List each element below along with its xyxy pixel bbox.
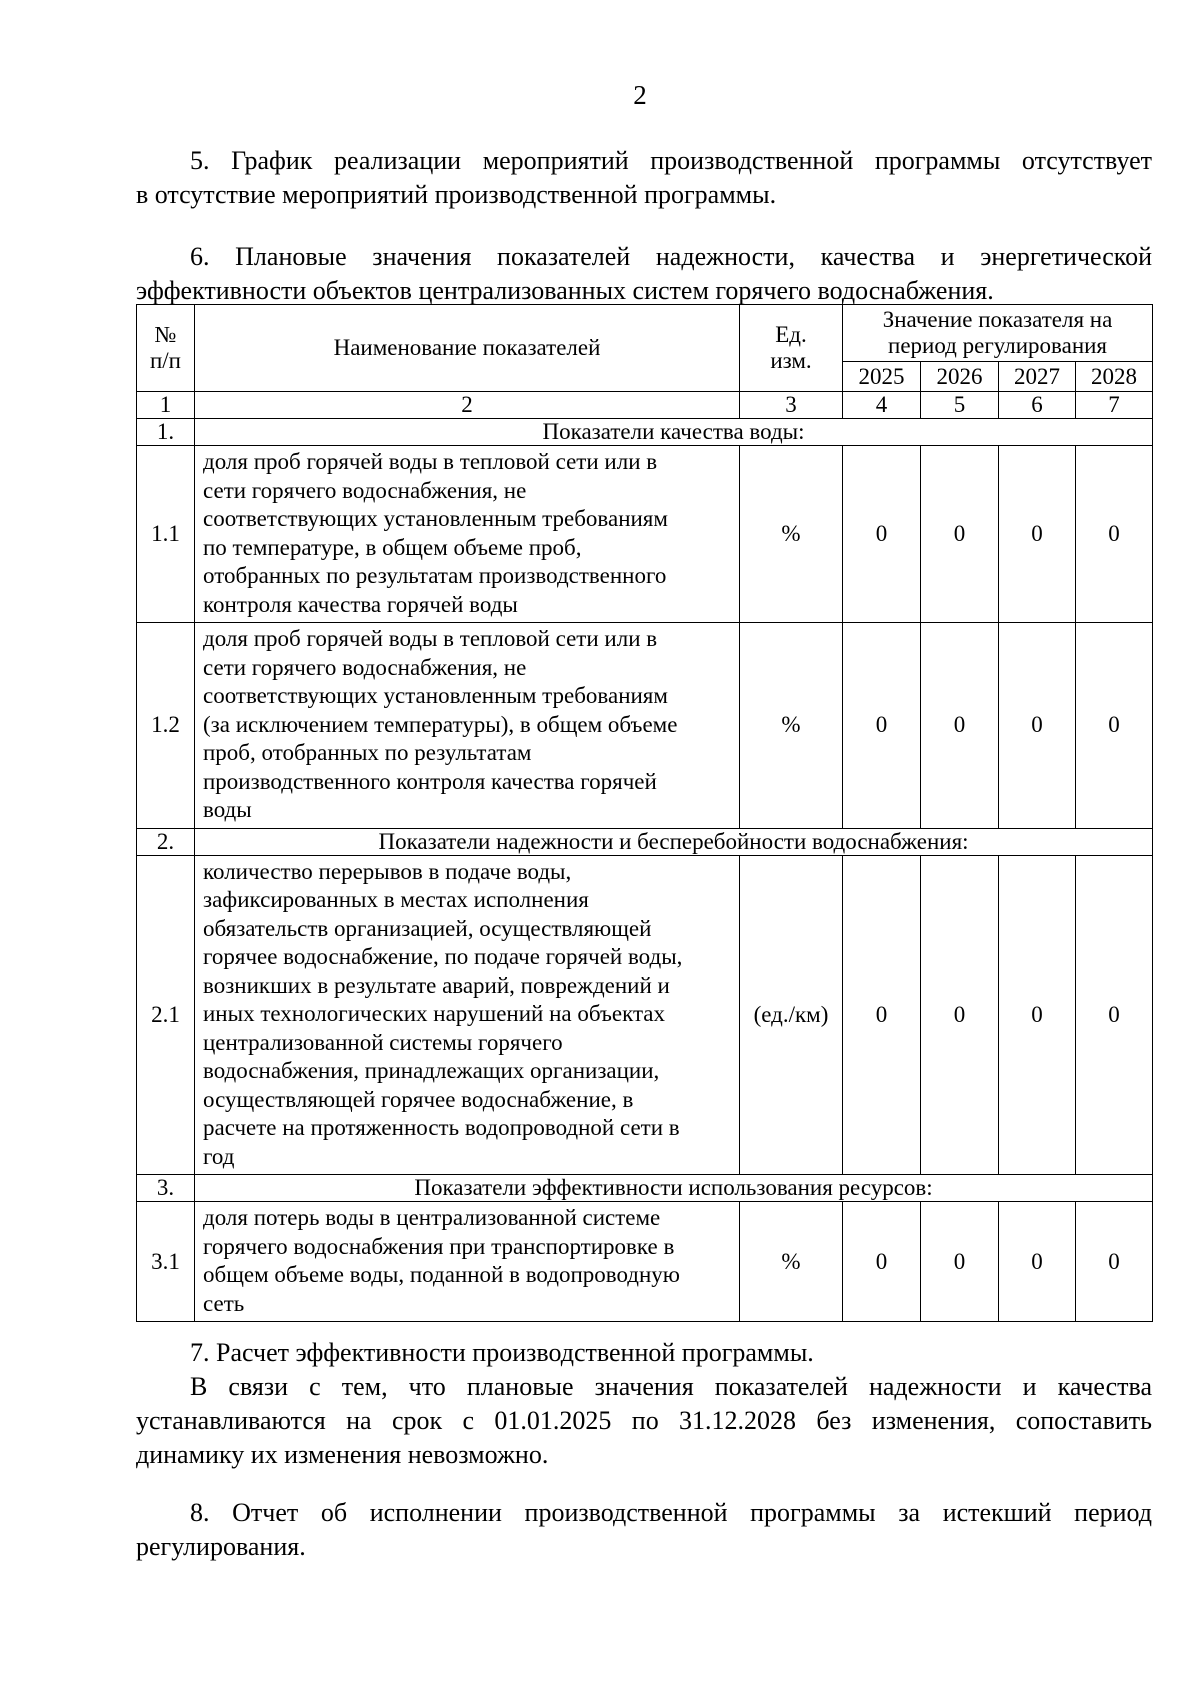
- indicator-name-line: централизованной системы горячего: [203, 1029, 563, 1055]
- indicator-unit: %: [740, 446, 843, 623]
- indicator-name-line: (за исключением температуры), в общем объеме: [203, 711, 678, 737]
- indicator-name-line: год: [203, 1143, 235, 1169]
- indicators-table: [136, 304, 1153, 1322]
- page-number: 2: [633, 80, 647, 110]
- indicator-name-line: сеть: [203, 1290, 245, 1316]
- indicator-name-line: иных технологических нарушений на объектах: [203, 1001, 666, 1026]
- section-8-paragraph: [136, 1496, 1152, 1564]
- indicator-value: 0: [921, 855, 999, 1175]
- section-5-paragraph: [136, 144, 1152, 212]
- column-number: 7: [1076, 392, 1153, 419]
- header-num-line2: п/п: [149, 348, 181, 373]
- section-number: 3.: [137, 1175, 195, 1202]
- section-title: Показатели качества воды:: [195, 419, 1153, 446]
- section-5-line-1: 5. График реализации мероприятий производственной программы отсутствует: [190, 146, 1152, 175]
- indicator-name-line: расчете на протяженность водопроводной сети в: [203, 1115, 680, 1140]
- indicator-value: 0: [999, 446, 1076, 623]
- indicator-name-line: сети горячего водоснабжения, не: [203, 477, 527, 503]
- section-7-line-3: динамику их изменения невозможно.: [136, 1440, 549, 1469]
- indicator-number: 1.2: [137, 623, 195, 829]
- indicator-name-line: сети горячего водоснабжения, не: [203, 654, 527, 680]
- section-title: Показатели эффективности использования ресурсов:: [195, 1175, 1153, 1202]
- section-6-line-1: 6. Плановые значения показателей надежности, качества и энергетической: [190, 242, 1152, 271]
- header-num-line1: №: [154, 322, 177, 347]
- header-year: 2026: [921, 362, 999, 392]
- indicator-name-line: горячее водоснабжение, по подаче горячей воды,: [203, 944, 683, 969]
- section-7-title: 7. Расчет эффективности производственной программы.: [190, 1338, 814, 1367]
- column-number: 5: [921, 392, 999, 419]
- section-8-line-2: регулирования.: [136, 1532, 306, 1561]
- indicator-name: [195, 623, 740, 829]
- header-row: [137, 305, 1153, 362]
- section-number: 1.: [137, 419, 195, 446]
- header-period-line2: период регулирования: [888, 333, 1108, 358]
- header-name-cell: Наименование показателей: [195, 305, 740, 392]
- indicator-unit: (ед./км): [740, 855, 843, 1175]
- indicator-value: 0: [1076, 623, 1153, 829]
- indicator-name-line: возникших в результате аварий, повреждений и: [203, 972, 670, 998]
- section-row: [137, 828, 1153, 855]
- indicator-row: [137, 623, 1153, 829]
- indicator-value: 0: [921, 623, 999, 829]
- indicator-name-line: по температуре, в общем объеме проб,: [203, 534, 582, 560]
- column-number: 1: [137, 392, 195, 419]
- column-number: 2: [195, 392, 740, 419]
- indicator-name-line: соответствующих установленным требованиям: [203, 506, 668, 531]
- indicator-name-line: обязательств организацией, осуществляющей: [203, 915, 652, 941]
- indicator-name-line: осуществляющей горячее водоснабжение, в: [203, 1086, 634, 1112]
- indicator-name-line: доля проб горячей воды в тепловой сети или в: [203, 626, 658, 651]
- indicator-name-line: доля потерь воды в централизованной системе: [203, 1205, 661, 1230]
- section-5-line-2: в отсутствие мероприятий производственной программы.: [136, 180, 777, 209]
- indicator-name: [195, 1202, 740, 1322]
- indicator-value: 0: [921, 1202, 999, 1322]
- indicator-number: 3.1: [137, 1202, 195, 1322]
- indicator-name-line: отобранных по результатам производственного: [203, 563, 667, 588]
- header-period-cell: [843, 305, 1153, 362]
- indicator-name-line: горячего водоснабжения при транспортировке в: [203, 1233, 675, 1259]
- header-num-cell: [137, 305, 195, 392]
- indicator-name-line: зафиксированных в местах исполнения: [203, 887, 589, 912]
- indicator-value: 0: [999, 1202, 1076, 1322]
- indicator-number: 2.1: [137, 855, 195, 1175]
- section-number: 2.: [137, 828, 195, 855]
- indicator-name-line: воды: [203, 797, 252, 822]
- indicator-unit: %: [740, 1202, 843, 1322]
- indicator-name: [195, 446, 740, 623]
- section-7-line-2: устанавливаются на срок с 01.01.2025 по 31.12.2028 без изменения, сопоставить: [136, 1406, 1152, 1435]
- column-number: 3: [740, 392, 843, 419]
- indicator-value: 0: [1076, 446, 1153, 623]
- section-row: [137, 1175, 1153, 1202]
- indicator-row: [137, 855, 1153, 1175]
- indicator-value: 0: [843, 1202, 921, 1322]
- indicator-value: 0: [843, 446, 921, 623]
- indicator-value: 0: [1076, 855, 1153, 1175]
- header-year: 2027: [999, 362, 1076, 392]
- indicator-name-line: проб, отобранных по результатам: [203, 740, 532, 765]
- header-unit-cell: [740, 305, 843, 392]
- section-6-paragraph: [136, 240, 1152, 308]
- section-8-line-1: 8. Отчет об исполнении производственной программы за истекший период: [190, 1498, 1152, 1527]
- indicator-number: 1.1: [137, 446, 195, 623]
- column-numbers-row: [137, 392, 1153, 419]
- section-6-line-2: эффективности объектов централизованных систем горячего водоснабжения.: [136, 276, 994, 305]
- indicator-name-line: доля проб горячей воды в тепловой сети или в: [203, 449, 658, 474]
- indicator-value: 0: [999, 623, 1076, 829]
- indicator-value: 0: [843, 623, 921, 829]
- section-7-line-1: В связи с тем, что плановые значения показателей надежности и качества: [190, 1372, 1152, 1401]
- header-year: 2025: [843, 362, 921, 392]
- section-row: [137, 419, 1153, 446]
- indicator-row: [137, 1202, 1153, 1322]
- header-period-line1: Значение показателя на: [882, 307, 1113, 332]
- indicator-value: 0: [999, 855, 1076, 1175]
- column-number: 4: [843, 392, 921, 419]
- indicator-value: 0: [843, 855, 921, 1175]
- indicator-name-line: общем объеме воды, поданной в водопроводную: [203, 1262, 680, 1287]
- header-unit-line2: изм.: [770, 348, 812, 373]
- indicator-unit: %: [740, 623, 843, 829]
- indicator-value: 0: [1076, 1202, 1153, 1322]
- section-title: Показатели надежности и бесперебойности водоснабжения:: [195, 828, 1153, 855]
- indicator-name: [195, 855, 740, 1175]
- header-unit-line1: Ед.: [775, 322, 807, 347]
- indicator-name-line: водоснабжения, принадлежащих организации,: [203, 1058, 660, 1083]
- header-year: 2028: [1076, 362, 1153, 392]
- indicator-name-line: контроля качества горячей воды: [203, 591, 518, 617]
- indicator-row: [137, 446, 1153, 623]
- section-7-paragraph: [136, 1336, 1152, 1472]
- indicator-name-line: производственного контроля качества горячей: [203, 768, 657, 794]
- indicator-name-line: соответствующих установленным требованиям: [203, 683, 668, 708]
- indicator-name-line: количество перерывов в подаче воды,: [203, 858, 572, 884]
- indicator-value: 0: [921, 446, 999, 623]
- column-number: 6: [999, 392, 1076, 419]
